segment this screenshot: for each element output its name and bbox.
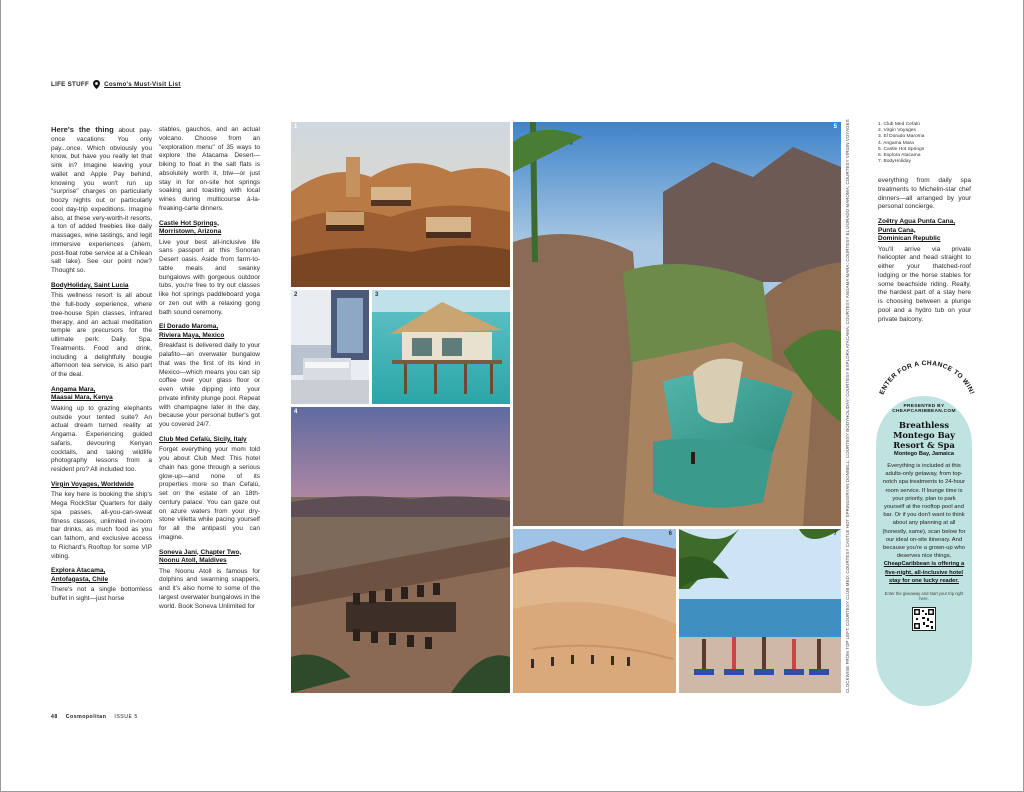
resort-heading: Club Med Cefalù, Sicily, Italy (159, 435, 247, 443)
resort-heading: Riviera Maya, Mexico (159, 331, 225, 339)
photo-explora-atacama (513, 529, 676, 693)
section-header (51, 80, 181, 89)
photo-credits (845, 119, 854, 693)
presented-by-label: PRESENTED BY (903, 404, 945, 409)
sponsor-name: CHEAPCARIBBEAN.COM (892, 409, 956, 414)
photo-number: 2 (294, 292, 298, 298)
photo-el-dorado-maroma (372, 290, 510, 404)
giveaway-promo (876, 396, 972, 706)
qr-code[interactable] (912, 607, 936, 631)
photo-number: 5 (833, 124, 837, 130)
qr-code-icon (913, 608, 935, 630)
promo-body: Everything is included at this adults-only getaway, from top-notch spa treatments to 24-hour room service. If lounge time is your priority, plan to park yourself at the rooftop pool and bar. Or if you don't want to think about any planning at all (honestly, same), scan below for our ideal on-site itinerary. And because you're a grown-up who deserves nice things, (882, 463, 966, 560)
resort-heading: El Dorado Maroma, (159, 323, 219, 331)
page-number: 48 (51, 714, 58, 720)
promo-instructions: Enter the giveaway and start your trip right here. (884, 591, 964, 602)
contest-arc-text: ENTER FOR A CHANCE TO WIN! (878, 360, 976, 396)
continued-text: stables, gauchos, and an actual volcano. Choose from an "exploration menu" of 35 ways to explore the Atacama Desert—biking to float in the salt flats is absolutely worth it, btw—or just stay in for on-site hot springs soaking and toasting with local wines during multicourse à-la-freaking-carte dinners. (159, 126, 260, 212)
issue-label: ISSUE 5 (114, 714, 138, 720)
caption-item: 3. El Dorado Maroma (878, 134, 925, 140)
resort-heading: Antofagasta, Chile (51, 575, 109, 583)
resort-heading: Punta Cana, (878, 226, 916, 234)
resort-heading: Explora Atacama, (51, 567, 106, 575)
resort-description: There's not a single bottomless buffet in sight—just horse (51, 586, 152, 602)
svg-text:ENTER FOR A CHANCE TO WIN! (879, 360, 976, 396)
resort-heading: Soneva Jani, Chapter Two, (159, 548, 242, 556)
text-column-1 (51, 126, 152, 609)
resort-heading: Zoëtry Agua Punta Cana, (878, 218, 956, 225)
resort-description: This wellness resort is all about the full-body experience, where tree-house Spin classes, infrared therapy, and an actual meditation temple are precursors for the ultimate perk: Daily. Spa. Treatments. Food and drink, including a delightfully bougie afternoon tea service, is also part of the deal. (51, 292, 152, 378)
photo-bodyholiday (679, 529, 841, 693)
location-pin-icon (93, 80, 100, 89)
resort-description: You'll arrive via private helicopter and head straight to either your thatched-roof lodging or the horse stables for some beachside riding. Really, the hardest part of a stay here is choosing between a plunge pool and a hydro tub on your private balcony. (878, 245, 971, 323)
resort-heading: Noonu Atoll, Maldives (159, 557, 227, 564)
text-column-4 (878, 177, 971, 330)
resort-heading: Dominican Republic (878, 235, 941, 242)
magazine-brand: Cosmopolitan (65, 714, 107, 720)
photo-castle-hot-springs (513, 122, 841, 526)
caption-item: 2. Virgin Voyages (878, 128, 916, 134)
photo-number: 4 (294, 409, 298, 415)
photo-club-med-cefalu (291, 122, 510, 287)
resort-description: Breakfast is delivered daily to your palafito—an overwater bungalow that was the first of its kind in Mexico—which means you can sip coffee over your glass floor or even while dipping into your private infinity plunge pool. Repeat with champagne later in the day, because your personal butler's got you covered 24/7. (159, 342, 260, 428)
resort-heading: Maasai Mara, Kenya (51, 394, 113, 402)
section-label: LIFE STUFF (51, 81, 90, 88)
resort-heading: Angama Mara, (51, 385, 96, 393)
resort-heading: Virgin Voyages, Worldwide (51, 480, 134, 488)
photo-caption-list (878, 122, 924, 165)
resort-description: Forget everything your mom told you about Club Med: This hotel chain has gone through a serious glow-up—and none of its properties more so than Cefalù, set on the estate of an 18th-century palace. You can gaze out on azure waters from your dry-stone villetta while pacing yourself for all the antipasti you can imagine. (159, 446, 260, 541)
caption-item: 7. BodyHoliday (878, 159, 911, 165)
caption-item: 5. Castle Hot Springs (878, 146, 925, 152)
resort-description: Waking up to grazing elephants outside your tented suite? An actual dream turned reality at Angama. Experiencing guided safaris, devouring Kenyan cocktails, and taking wildlife photography lessons from a resident pro? All included too. (51, 404, 152, 473)
promo-location: Montego Bay, Jamaica (894, 451, 954, 457)
photo-credits-text: CLOCKWISE FROM TOP LEFT: COURTESY CLUB MED; COURTESY CASTLE HOT SPRINGS/RYAN DONNELL; COURTESY BODYHOLIDAY; COURTESY EXPLORA ATACAMA; COURTESY ANGAMA MARA; COURTESY EL DORADO MAROMA; COURTESY VIRGIN VOYAGES (845, 119, 850, 693)
photo-number: 6 (668, 531, 672, 537)
promo-title: Breathless Montego Bay Resort & Spa (893, 420, 955, 450)
photo-angama-mara (291, 407, 510, 693)
lead-in: Here's the thing (51, 125, 114, 134)
resort-description: The key here is booking the ship's Mega RockStar Quarters for daily spa passes, all-you-can-sweat fitness classes, unlimited in-room bar drinks, as much food as you can fathom, and exclusive access to Richard's Rooftop for some VIP vibing. (51, 491, 152, 560)
resort-description: The Noonu Atoll is famous for dolphins and swarming snappers, and it's also home to some of the largest overwater bungalows in the world. Book Soneva Unlimited for (159, 567, 260, 610)
caption-item: 4. Angama Mara (878, 140, 914, 146)
photo-number: 1 (294, 124, 298, 130)
page-footer (51, 714, 138, 720)
photo-number: 3 (375, 292, 379, 298)
caption-item: 6. Explora Atacama (878, 153, 921, 159)
resort-heading: BodyHoliday, Saint Lucia (51, 281, 129, 289)
continued-text: everything from daily spa treatments to Michelin-star chef dinners—all arranged by your personal concierge. (878, 177, 971, 211)
subsection-label: Cosmo's Must-Visit List (104, 81, 181, 88)
resort-description: Live your best all-inclusive life sans passport at this Sonoran Desert oasis. Aside from farm-to-table meals and swanky bungalows with gorgeous outdoor tubs, you're free to try out classes like hot springs paddleboard yoga or zen out with a relaxing gong bath sound ceremony. (159, 238, 260, 316)
text-column-2 (159, 126, 260, 617)
resort-heading: Morristown, Arizona (159, 228, 222, 235)
caption-item: 1. Club Med Cefalù (878, 122, 920, 127)
photo-virgin-voyages (291, 290, 369, 404)
photo-number: 7 (833, 531, 837, 537)
promo-offer-link[interactable]: CheapCaribbean is offering a five-night, all-inclusive hotel stay for one lucky reader. (883, 561, 965, 584)
resort-heading: Castle Hot Springs, (159, 219, 219, 227)
intro-text: about pay-once vacations: You only pay...once. Which obviously you know, but have you really let that sink in? Imagine leaving your wallet and Apple Pay behind, knowing you won't run up "surprise" charges on particularly boozy nights out or particularly cool day-trip expeditions. Imagine also, at these very-worth-it resorts, a ton of added freebies like daily massages, wine tastings, and legit immersive experiences (ahem, post-float robe service at a Chilean salt lake). See our point now? Thought so. (51, 127, 152, 274)
